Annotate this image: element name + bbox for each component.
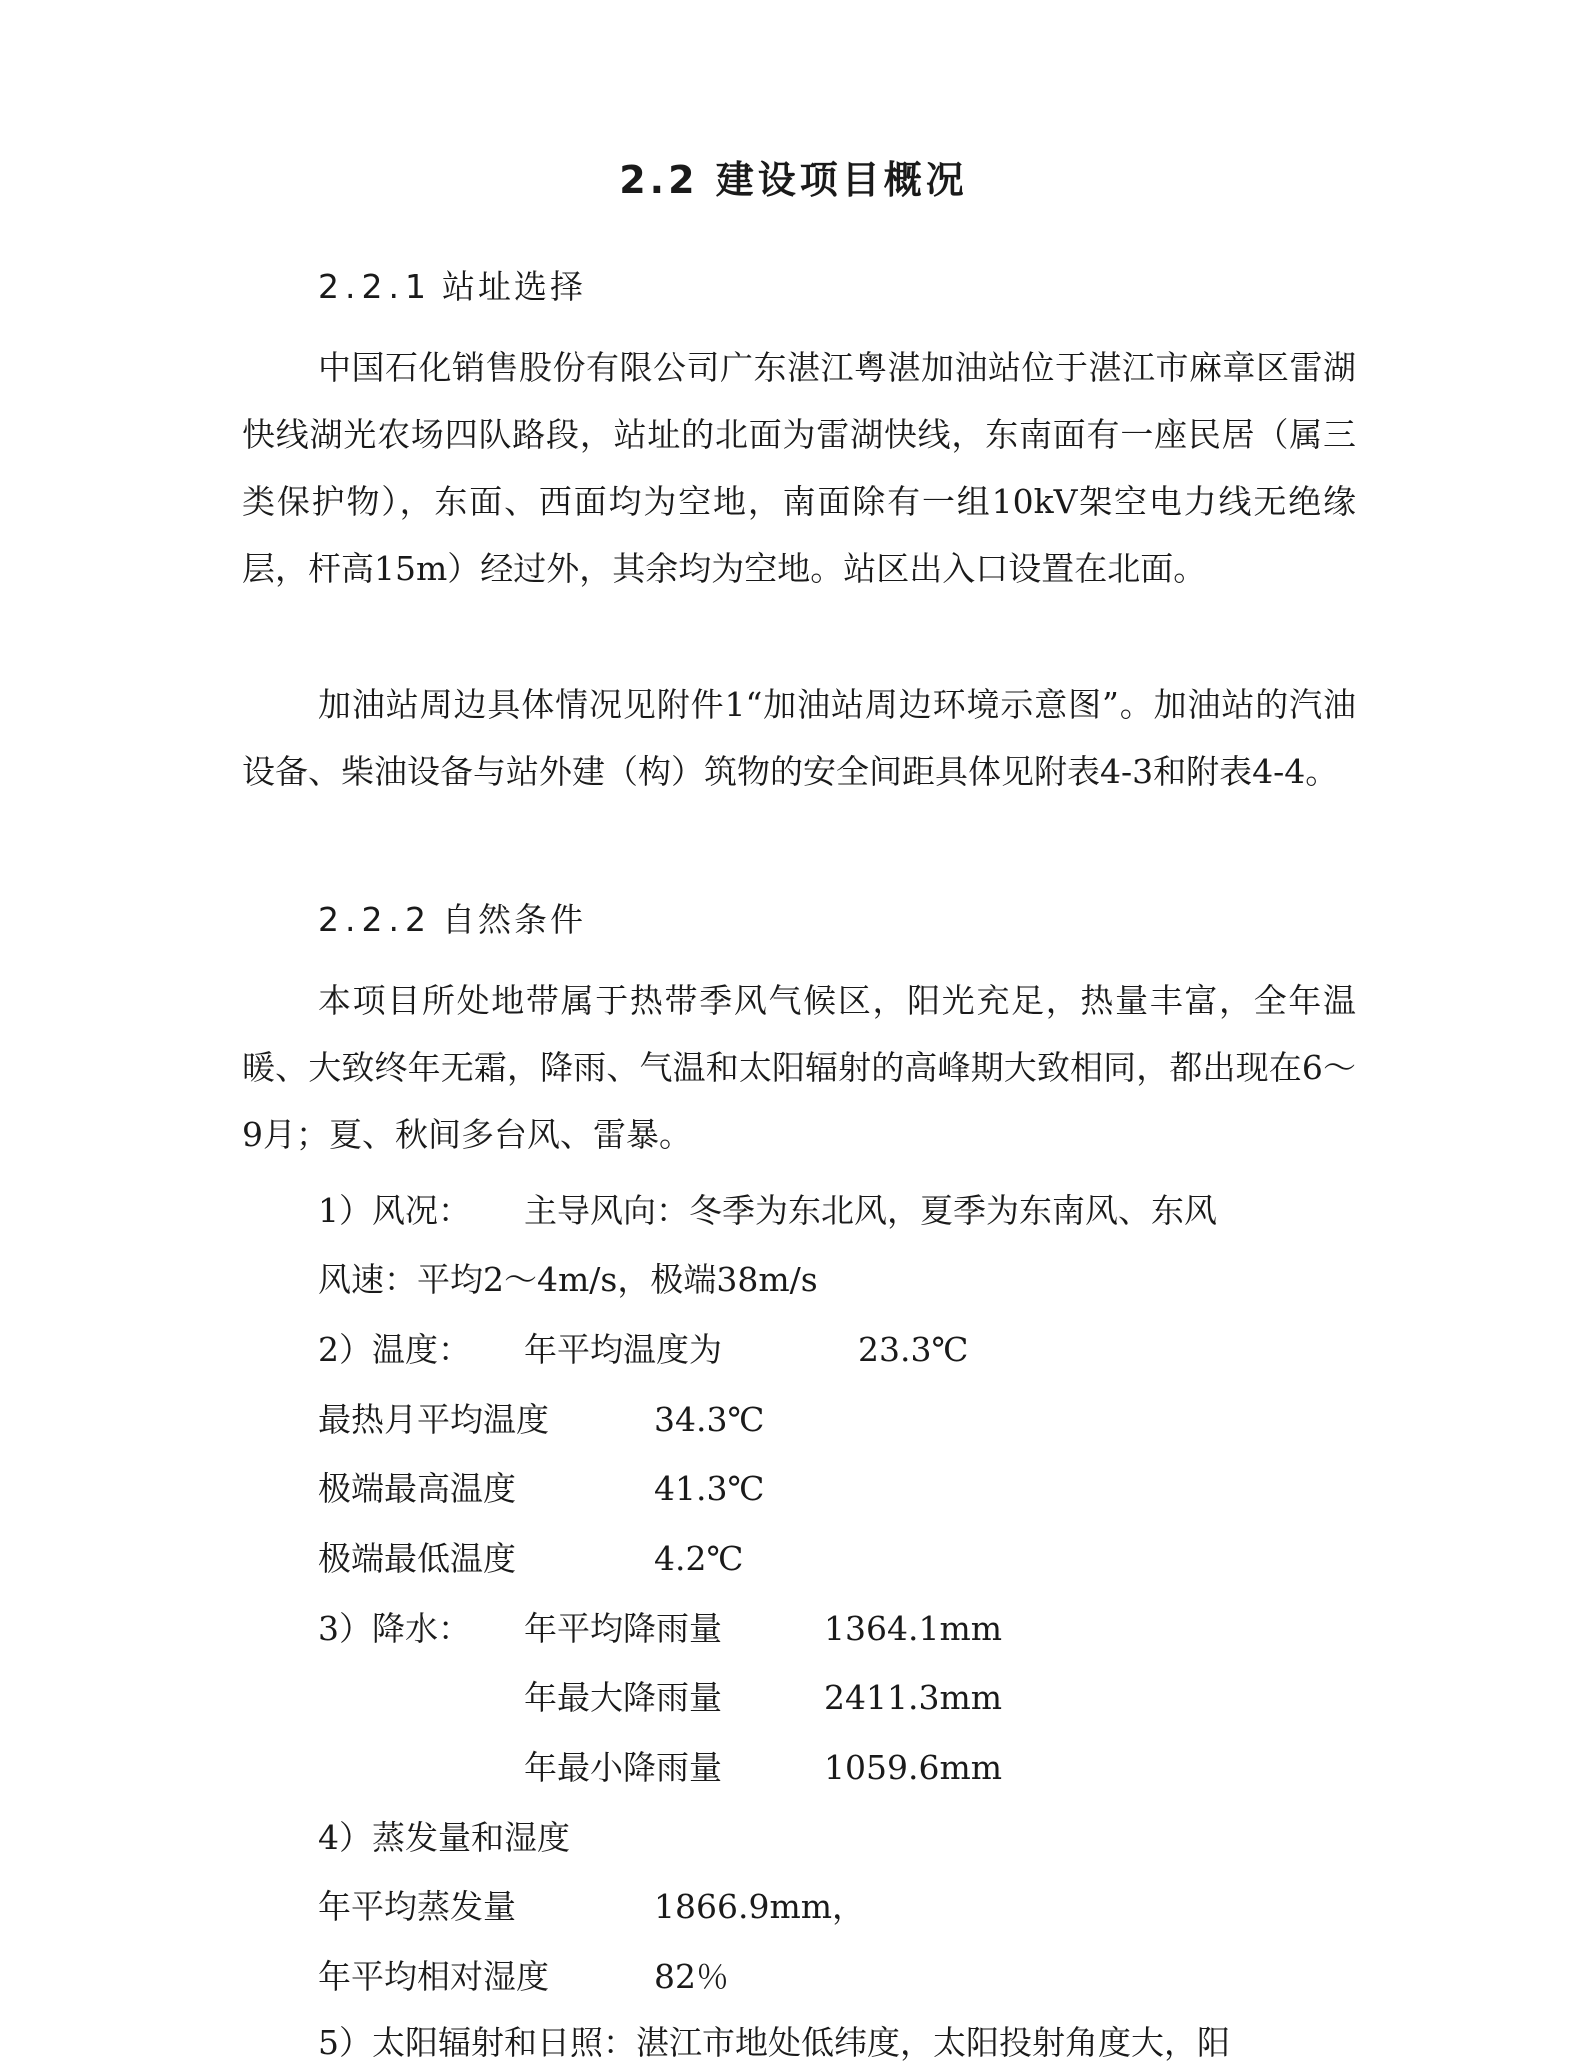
paragraph-surroundings: 加油站周边具体情况见附件1“加油站周边环境示意图”。加油站的汽油设备、柴油设备与站外建（构）筑物的安全间距具体见附表4-3和附表4-4。 — [242, 685, 1356, 791]
temperature-label: 2）温度： — [318, 1330, 471, 1369]
paragraph-climate-overview: 本项目所处地带属于热带季风气候区，阳光充足，热量丰富，全年温暖、大致终年无霜，降雨、气温和太阳辐射的高峰期大致相同，都出现在6～9月；夏、秋间多台风、雷暴。 — [242, 981, 1356, 1154]
max-rain-value: 2411.3mm — [824, 1678, 1003, 1717]
section-heading-site-selection — [318, 262, 586, 312]
annual-evaporation-label: 年平均蒸发量 — [318, 1887, 516, 1926]
wind-speed: 风速：平均2～4m/s，极端38m/s — [318, 1260, 818, 1299]
wind-label: 1）风况： — [318, 1191, 471, 1230]
annual-evaporation-value: 1866.9mm， — [654, 1887, 866, 1926]
section-title: 站址选择 — [441, 267, 586, 306]
annual-rain-label: 年平均降雨量 — [524, 1609, 722, 1648]
extreme-max-label: 极端最高温度 — [318, 1469, 516, 1508]
annual-rain-value: 1364.1mm — [824, 1609, 1003, 1648]
humidity-label: 年平均相对湿度 — [318, 1957, 549, 1996]
evaporation-humidity-label: 4）蒸发量和湿度 — [318, 1818, 570, 1857]
page-title: 2.2 建设项目概况 — [619, 158, 968, 202]
wind-direction: 主导风向：冬季为东北风，夏季为东南风、东风 — [524, 1191, 1217, 1230]
humidity-value: 82％ — [654, 1957, 729, 1996]
hottest-month-label: 最热月平均温度 — [318, 1400, 549, 1439]
section-number: 2.2.2 — [318, 900, 432, 939]
extreme-min-label: 极端最低温度 — [318, 1539, 516, 1578]
precipitation-label: 3）降水： — [318, 1609, 471, 1648]
min-rain-value: 1059.6mm — [824, 1748, 1003, 1787]
extreme-max-value: 41.3℃ — [654, 1469, 765, 1508]
annual-temperature-value: 23.3℃ — [858, 1330, 969, 1369]
section-title: 自然条件 — [441, 900, 586, 939]
hottest-month-value: 34.3℃ — [654, 1400, 765, 1439]
section-heading-natural-conditions — [318, 895, 586, 945]
paragraph-site-location: 中国石化销售股份有限公司广东湛江粤湛加油站位于湛江市麻章区雷湖快线湖光农场四队路段，站址的北面为雷湖快线，东南面有一座民居（属三类保护物），东面、西面均为空地，南面除有一组10kV架空电力线无绝缘层，杆高15m）经过外，其余均为空地。站区出入口设置在北面。 — [242, 348, 1356, 588]
annual-temperature-label: 年平均温度为 — [524, 1330, 722, 1369]
solar-radiation-line: 5）太阳辐射和日照：湛江市地处低纬度，太阳投射角度大，阳 — [318, 2023, 1230, 2062]
max-rain-label: 年最大降雨量 — [524, 1678, 722, 1717]
min-rain-label: 年最小降雨量 — [524, 1748, 722, 1787]
section-number: 2.2.1 — [318, 267, 432, 306]
extreme-min-value: 4.2℃ — [654, 1539, 744, 1578]
